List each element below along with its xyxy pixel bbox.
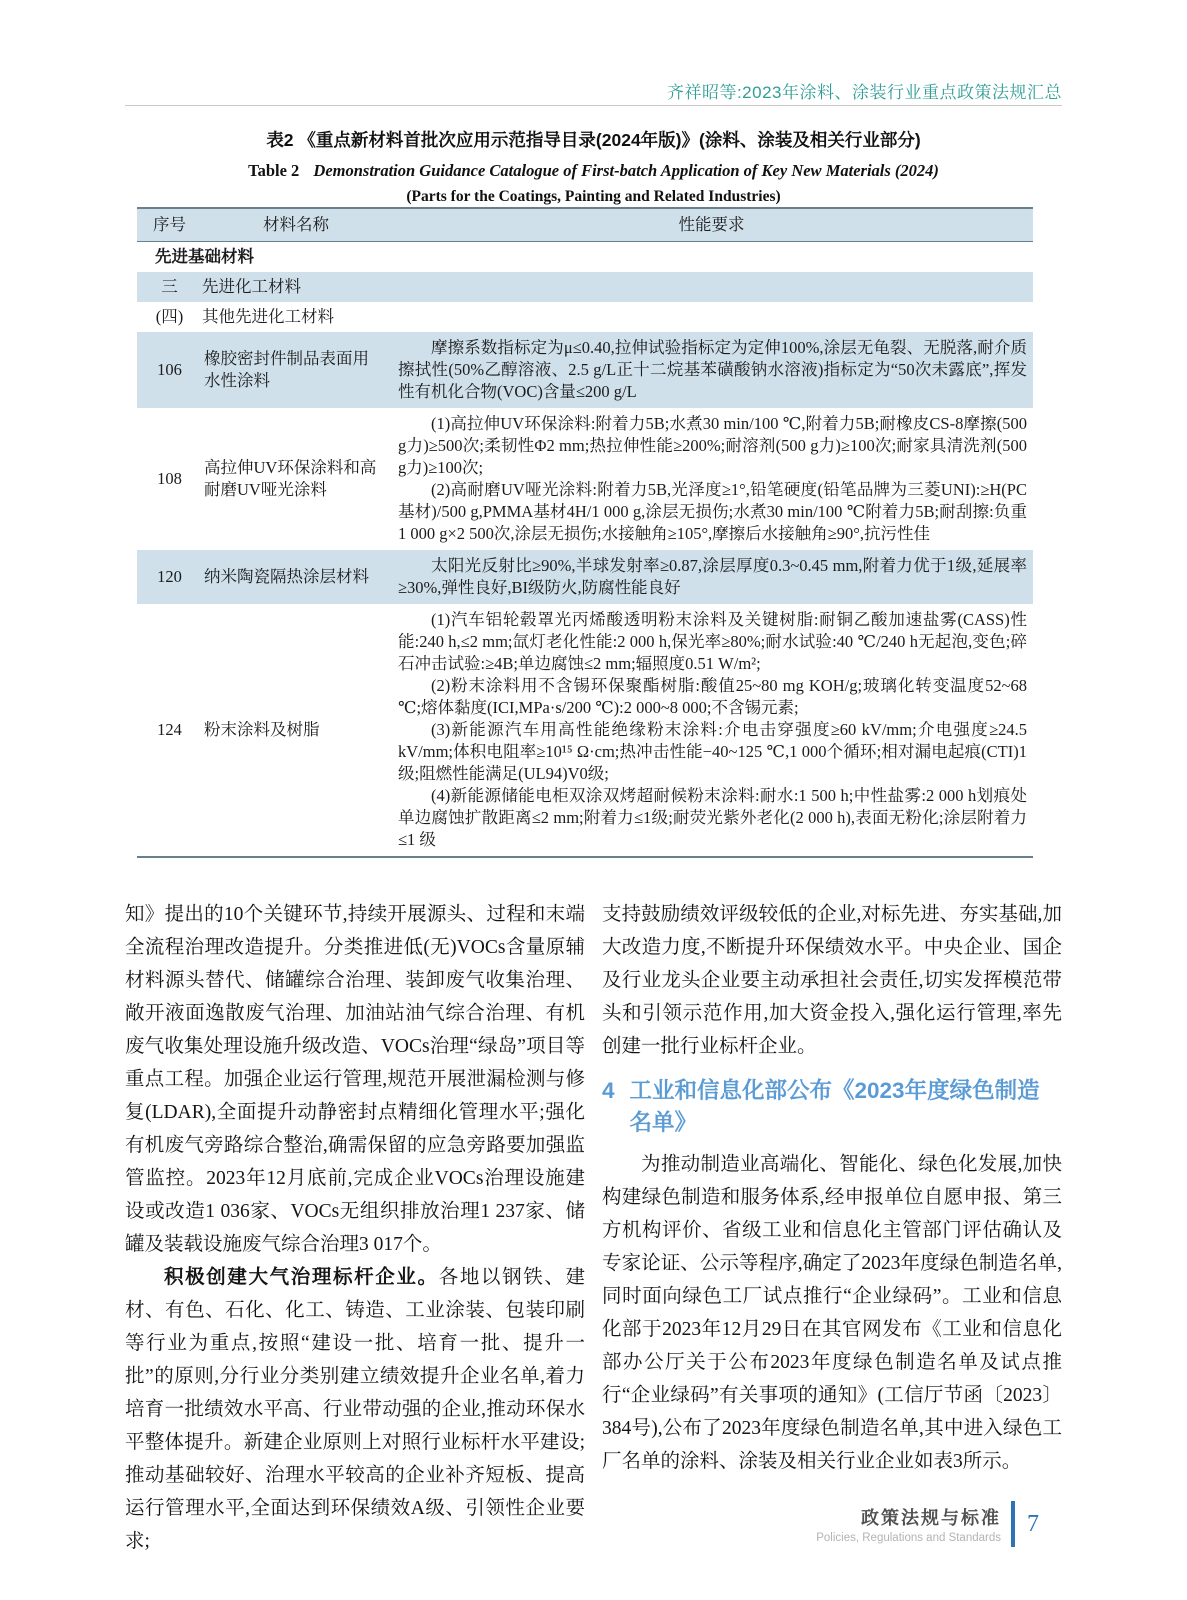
section-title: 工业和信息化部公布《2023年度绿色制造名单》 <box>629 1078 1040 1135</box>
body-text <box>125 898 1062 1558</box>
row-no: (四) <box>155 307 184 326</box>
row-no: 106 <box>157 360 182 379</box>
row-requirements <box>390 604 1033 856</box>
col-header-material: 材料名称 <box>263 215 329 234</box>
page-footer <box>816 1501 1039 1547</box>
row-category: 其他先进化工材料 <box>202 307 334 326</box>
table-label-en: Table 2 <box>248 161 300 180</box>
footer-divider-bar <box>1011 1501 1015 1547</box>
section-heading <box>602 1075 1062 1139</box>
table-title-cn-text: 《重点新材料首批次应用示范指导目录(2024年版)》(涂料、涂装及相关行业部分) <box>298 130 921 150</box>
table-row <box>137 332 1033 408</box>
req-paragraph: 摩擦系数指标定为μ≤0.40,拉伸试验指标定为定伸100%,涂层无龟裂、无脱落,耐介质擦拭性(50%乙醇溶液、2.5 g/L正十二烷基苯磺酸钠水溶液)指标定为“50次未露底”,挥发性有机化合物(VOC)含量≤200 g/L <box>398 338 1027 401</box>
table-title-cn <box>0 127 1187 152</box>
req-paragraph: (2)高耐磨UV哑光涂料:附着力5B,光泽度≥1°,铅笔硬度(铅笔品牌为三菱UNI):≥H(PC基材)/500 g,PMMA基材4H/1 000 g,涂层无损伤;水煮30 min/100 ℃附着力5B;耐刮擦:负重1 000 g×2 500次,涂层无损伤;水接触角≥105°,摩擦后水接触角≥90°,抗污性佳 <box>398 480 1027 543</box>
group-label: 先进基础材料 <box>155 247 254 266</box>
col-header-no: 序号 <box>153 215 186 234</box>
row-requirements <box>390 550 1033 604</box>
req-paragraph: (1)汽车铝轮毂罩光丙烯酸透明粉末涂料及关键树脂:耐铜乙酸加速盐雾(CASS)性能:240 h,≤2 mm;氙灯老化性能:2 000 h,保光率≥80%;耐水试验:40 ℃/240 h无起泡,变色;碎石冲击试验:≥4B;单边腐蚀≤2 mm;辐照度0.51 W/m²; <box>398 610 1027 673</box>
paragraph <box>125 1261 585 1558</box>
paragraph-text: 各地以钢铁、建材、有色、石化、化工、铸造、工业涂装、包装印刷等行业为重点,按照“建设一批、培育一批、提升一批”的原则,分行业分类别建立绩效提升企业名单,着力培育一批绩效水平高、行业带动强的企业,推动环保水平整体提升。新建企业原则上对照行业标杆水平建设;推动基础较好、治理水平较高的企业补齐短板、提高运行管理水平,全面达到环保绩效A级、引领性企业要求; <box>125 1267 585 1552</box>
row-no: 124 <box>157 720 182 739</box>
row-material-name: 高拉伸UV环保涂料和高耐磨UV哑光涂料 <box>204 458 377 499</box>
row-no: 108 <box>157 469 182 488</box>
footer-section <box>816 1504 1001 1544</box>
table-row <box>137 550 1033 604</box>
table-row-sub <box>137 302 1033 332</box>
table-row <box>137 408 1033 550</box>
table-title-en <box>0 161 1187 181</box>
req-paragraph: 太阳光反射比≥90%,半球发射率≥0.87,涂层厚度0.3~0.45 mm,附着力优于1级,延展率≥30%,弹性良好,BI级防火,防腐性能良好 <box>398 556 1027 597</box>
row-material-name: 纳米陶瓷隔热涂层材料 <box>204 567 369 586</box>
table-row-sub <box>137 272 1033 302</box>
page-number: 7 <box>1027 1510 1039 1537</box>
paragraph: 知》提出的10个关键环节,持续开展源头、过程和末端全流程治理改造提升。分类推进低(无)VOCs含量原辅材料源头替代、储罐综合治理、装卸废气收集治理、敞开液面逸散废气治理、加油站油气综合治理、有机废气收集处理设施升级改造、VOCs治理“绿岛”项目等重点工程。加强企业运行管理,规范开展泄漏检测与修复(LDAR),全面提升动静密封点精细化管理水平;强化有机废气旁路综合整治,确需保留的应急旁路要加强监管监控。2023年12月底前,完成企业VOCs治理设施建设或改造1 036家、VOCs无组织排放治理1 237家、储罐及装载设施废气综合治理3 017个。 <box>125 904 585 1255</box>
table-header-row <box>137 209 1033 242</box>
table-row <box>137 604 1033 856</box>
req-paragraph: (4)新能源储能电柜双涂双烤超耐候粉末涂料:耐水:1 500 h;中性盐雾:2 000 h划痕处单边腐蚀扩散距离≤2 mm;附着力≤1级;耐荧光紫外老化(2 000 h),表面无粉化;涂层附着力≤1 级 <box>398 786 1027 849</box>
col-header-performance: 性能要求 <box>678 215 745 234</box>
table-titles <box>0 127 1187 206</box>
running-header <box>125 78 1062 103</box>
section-number: 4 <box>602 1078 615 1103</box>
row-requirements <box>390 408 1033 550</box>
row-category: 先进化工材料 <box>202 277 301 296</box>
materials-table <box>137 207 1033 858</box>
req-paragraph: (3)新能源汽车用高性能绝缘粉末涂料:介电击穿强度≥60 kV/mm;介电强度≥24.5 kV/mm;体积电阻率≥10¹⁵ Ω·cm;热冲击性能−40~125 ℃,1 000个循环;相对漏电起痕(CTI)1级;阻燃性能满足(UL94)V0级; <box>398 720 1027 783</box>
paragraph: 支持鼓励绩效评级较低的企业,对标先进、夯实基础,加大改造力度,不断提升环保绩效水平。中央企业、国企及行业龙头企业要主动承担社会责任,切实发挥模范带头和引领示范作用,加大资金投入,强化运行管理,率先创建一批行业标杆企业。 <box>602 904 1062 1057</box>
req-paragraph: (1)高拉伸UV环保涂料:附着力5B;水煮30 min/100 ℃,附着力5B;耐橡皮CS-8摩擦(500 g力)≥500次;柔韧性Φ2 mm;热拉伸性能≥200%;耐溶剂(500 g力)≥100次;耐家具清洗剂(500 g力)≥100次; <box>398 414 1027 477</box>
table-title-en-sub: (Parts for the Coatings, Painting and Related Industries) <box>406 188 781 205</box>
table-title-en-text: Demonstration Guidance Catalogue of First-batch Application of Key New Materials (2024) <box>313 161 939 180</box>
req-paragraph: (2)粉末涂料用不含锡环保聚酯树脂:酸值25~80 mg KOH/g;玻璃化转变温度52~68 ℃;熔体黏度(ICI,MPa·s/200 ℃):2 000~8 000;不含锡元素; <box>398 676 1027 717</box>
row-requirements <box>390 332 1033 408</box>
right-column <box>602 898 1062 1558</box>
table-label-cn: 表2 <box>266 130 294 150</box>
row-material-name: 橡胶密封件制品表面用水性涂料 <box>204 349 369 390</box>
paragraph: 为推动制造业高端化、智能化、绿色化发展,加快构建绿色制造和服务体系,经申报单位自愿申报、第三方机构评价、省级工业和信息化主管部门评估确认及专家论证、公示等程序,确定了2023年度绿色制造名单,同时面向绿色工厂试点推行“企业绿码”。工业和信息化部于2023年12月29日在其官网发布《工业和信息化部办公厅关于公布2023年度绿色制造名单及试点推行“企业绿码”有关事项的通知》(工信厅节函〔2023〕384号),公布了2023年度绿色制造名单,其中进入绿色工厂名单的涂料、涂装及相关行业企业如表3所示。 <box>602 1154 1062 1472</box>
footer-section-cn: 政策法规与标准 <box>861 1508 1001 1528</box>
left-column <box>125 898 585 1558</box>
paragraph-lead: 积极创建大气治理标杆企业。 <box>164 1267 439 1288</box>
row-material-name: 粉末涂料及树脂 <box>204 720 320 739</box>
running-header-text: 齐祥昭等:2023年涂料、涂装行业重点政策法规汇总 <box>666 83 1062 102</box>
table-row-group <box>137 242 1033 272</box>
row-no: 三 <box>161 277 178 296</box>
header-rule <box>125 105 1062 106</box>
row-no: 120 <box>157 567 182 586</box>
footer-section-en: Policies, Regulations and Standards <box>816 1532 1001 1544</box>
